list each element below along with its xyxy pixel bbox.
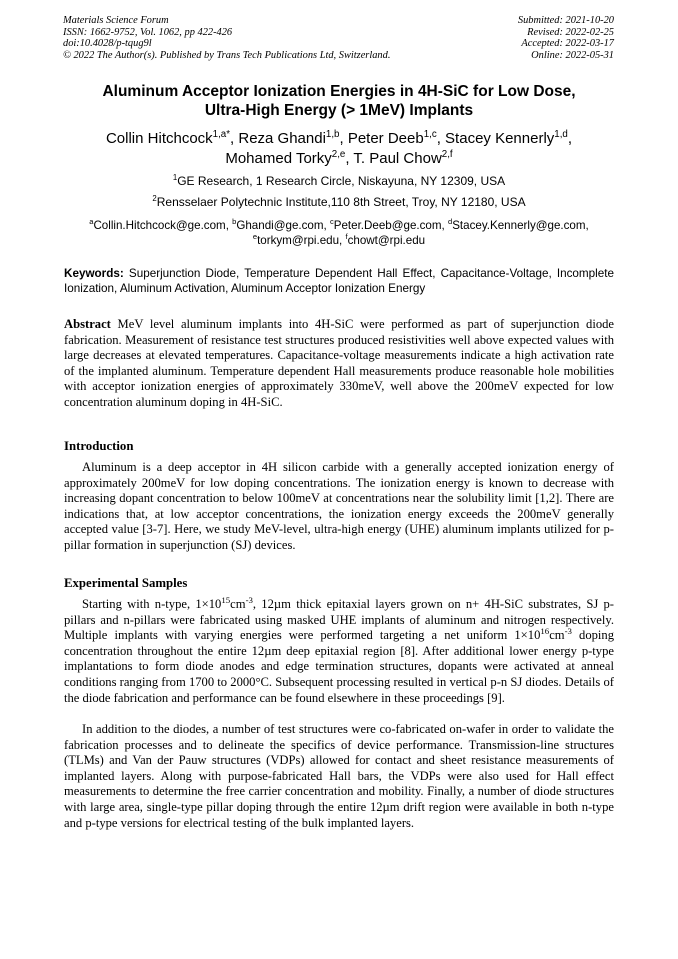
author-name: Mohamed Torky — [225, 150, 332, 167]
keywords-text: Superjunction Diode, Temperature Dependent Hall Effect, Capacitance-Voltage, Incomplete Ionization, Aluminum Activation, Aluminum Acceptor Ionization Energy — [64, 267, 614, 295]
abstract — [64, 317, 614, 411]
superscript: 15 — [221, 594, 231, 605]
superscript: -3 — [245, 594, 253, 605]
doi: doi:10.4028/p-tqug9l — [63, 38, 152, 50]
revised-date: Revised: 2022-02-25 — [527, 26, 614, 38]
affiliation-sup: 1 — [172, 173, 178, 182]
email-address: Stacey.Kennerly@ge.com, — [452, 219, 589, 232]
author-name: , T. Paul Chow — [345, 150, 442, 167]
author-sup: 1,d — [554, 129, 568, 140]
superscript: -3 — [564, 626, 572, 636]
journal-name: Materials Science Forum — [63, 15, 169, 26]
introduction-paragraph — [64, 460, 614, 554]
paragraph-text: doping concentration throughout the entire 12µm deep epitaxial region [8]. After additional lower energy p-type implantations to form diode anodes and edge termination structures, dopants were activated at anneal conditions ranging from 1700 to 2000°C. Subsequent processing resulted in vertical p-n SJ diodes. Details of the diode fabrication and performance can be found elsewhere in these proceedings [9]. — [64, 628, 614, 705]
email-sup: d — [447, 217, 453, 227]
author-name: , Peter Deeb — [339, 130, 424, 147]
email-address: chowt@rpi.edu — [347, 234, 426, 247]
paragraph-text: In addition to the diodes, a number of test structures were co-fabricated on-wafer in order to validate the fabrication processes and to delineate the specifics of device performance. Transmission-line structures (TLMs) and Van der Pauw structures (VDPs) allowed for contact and sheet resistance measurements of implanted layers. Along with purpose-fabricated Hall bars, the VDPs were also used for Hall effect measurements to determine the free carrier concentration and mobility. Finally, a number of diode structures with large area, single-type pillar doping through the entire 12µm drift region were available in both n-type and p-type versions for electrical testing of the bulk implanted layers. — [64, 722, 614, 830]
superscript: 16 — [540, 626, 550, 636]
paper-title — [0, 82, 678, 120]
experimental-paragraph-2 — [64, 722, 614, 831]
introduction-heading: Introduction — [64, 439, 134, 453]
email-sup: a — [89, 217, 94, 227]
author-sup: 1,c — [423, 129, 437, 140]
keywords-label: Keywords: — [64, 267, 124, 280]
email-address: Ghandi@ge.com, — [236, 219, 330, 232]
author-name: , Stacey Kennerly — [436, 130, 555, 147]
experimental-heading: Experimental Samples — [64, 576, 188, 590]
author-sup: 1,a* — [212, 129, 231, 140]
affiliation-1 — [0, 174, 678, 189]
paragraph-text: , 12µm thick epitaxial layers grown on n+ 4H-SiC substrates, SJ p-pillars and n-pillars were fabricated using masked UHE implants of aluminum and nitrogen respectively. Multiple implants with varying energies were performed targeting a net uniform 1×10 — [64, 597, 614, 643]
author-name: Collin Hitchcock — [105, 130, 213, 147]
affiliation-sup: 2 — [152, 194, 157, 203]
dates-header — [518, 15, 614, 61]
email-sup: e — [252, 232, 258, 242]
email-list — [0, 218, 678, 248]
email-sup: c — [329, 217, 334, 227]
author-list — [0, 129, 678, 169]
email-sup: f — [345, 232, 348, 242]
paragraph-text: cm — [549, 628, 565, 643]
author-sep: , — [567, 130, 573, 147]
affiliation-text: GE Research, 1 Research Circle, Niskayuna, NY 12309, USA — [177, 174, 506, 188]
author-sup: 1,b — [325, 129, 340, 140]
affiliation-2 — [0, 195, 678, 210]
paragraph-text: cm — [230, 597, 246, 611]
online-date: Online: 2022-05-31 — [531, 49, 614, 61]
copyright: © 2022 The Author(s). Published by Trans Tech Publications Ltd, Switzerland. — [63, 49, 391, 61]
submitted-date: Submitted: 2021-10-20 — [517, 15, 614, 26]
author-sup: 2,e — [331, 149, 346, 160]
title-line-2: Ultra-High Energy (> 1MeV) Implants — [204, 102, 474, 119]
email-address: torkym@rpi.edu, — [257, 234, 346, 247]
author-name: , Reza Ghandi — [230, 130, 326, 147]
journal-header — [63, 15, 390, 61]
abstract-text: MeV level aluminum implants into 4H-SiC were performed as part of superjunction diode fabrication. Measurement of resistance test structures produced resistivities well above expected values with large decreases at elevated temperatures. Capacitance-voltage measurements indicate a high activation rate of the implanted aluminum. Temperature dependent Hall measurements produce reasonable hole mobilities with acceptor ionization energies of approximately 330meV, well above the 200meV expected for low concentration aluminum doping in 4H-SiC. — [64, 317, 614, 409]
keywords — [64, 266, 614, 296]
title-line-1: Aluminum Acceptor Ionization Energies in 4H-SiC for Low Dose, — [102, 83, 576, 100]
abstract-label: Abstract — [64, 317, 111, 331]
paragraph-text: Aluminum is a deep acceptor in 4H silicon carbide with a generally accepted ionization energy of approximately 200meV for low doping concentrations. The ionization energy is known to decrease with increasing dopant concentration to below 100meV at concentrations near the solubility limit [1,2]. There are indications that, at low acceptor concentrations, the ionization energy exceeds the 200meV generally accepted value [3-7]. Here, we study MeV-level, ultra-high energy (UHE) aluminum implants utilized for p-pillar formation in superjunction (SJ) devices. — [64, 460, 614, 552]
author-sup: 2,f — [441, 149, 453, 160]
experimental-paragraph-1 — [64, 594, 614, 706]
accepted-date: Accepted: 2022-03-17 — [521, 38, 614, 50]
email-address: Collin.Hitchcock@ge.com, — [93, 219, 233, 232]
affiliation-text: Rensselaer Polytechnic Institute,110 8th Street, Troy, NY 12180, USA — [156, 195, 526, 209]
email-address: Peter.Deeb@ge.com, — [333, 219, 448, 232]
email-sup: b — [232, 217, 237, 227]
paragraph-text: Starting with n-type, 1×10 — [82, 597, 222, 611]
issn: ISSN: 1662-9752, Vol. 1062, pp 422-426 — [63, 26, 233, 38]
